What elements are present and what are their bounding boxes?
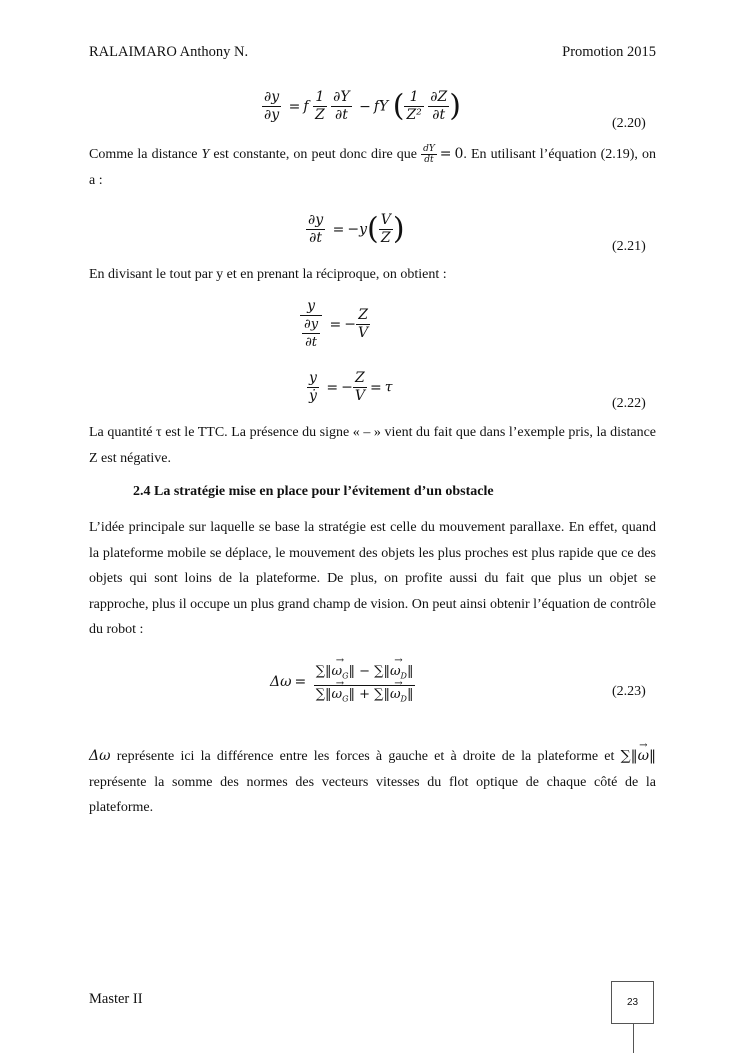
equation-number: (2.21) (612, 239, 646, 254)
paragraph-delta-omega: Δω représente ici la différence entre les forces à gauche et à droite de la plateforme et ∑‖ω →‖ représente la somme des normes des vecteurs vitesses du flot optique de chaque côté de la plateforme. (89, 744, 656, 821)
equation-2-20: $\frac{\partial y}{\partial y}$ = f $\frac{1}{Z}$ $\frac{\partial Y}{\partial t}$ − fY ( $\frac{1}{\text{Z²}}$ $\frac{\partial Z}{\partial t}$ ) (264, 88, 461, 124)
equation-number: (2.23) (612, 684, 646, 699)
equation-2-22: $\frac{y}{\text{ẏ}}$ = − $\frac{Z}{V}$ = τ (309, 370, 393, 404)
section-title: 2.4 La stratégie mise en place pour l’évitement d’un obstacle (133, 484, 494, 499)
page-number: 23 (611, 981, 654, 1024)
footer-label: Master II (89, 991, 143, 1007)
header-promotion: Promotion 2015 (562, 44, 656, 60)
paragraph-ttc: La quantité τ est le TTC. La présence du signe « – » vient du fait que dans l’exemple pris, la distance Z est négative. (89, 425, 656, 466)
equation-number: (2.20) (612, 116, 646, 131)
paragraph-reciprocal: En divisant le tout par y et en prenant la réciproque, on obtient : (89, 267, 447, 282)
equation-ratio: $\frac{y}{\frac{\partial y}{\partial t}}$ = − $\frac{Z}{V}$ (300, 298, 370, 351)
paragraph-distance: Comme la distance Y est constante, on peut donc dire que $\frac{dY}{dt}$ = 0. En utilisant l’équation (2.19), on a : (89, 143, 656, 188)
paragraph-strategy: L’idée principale sur laquelle se base la stratégie est celle du mouvement parallaxe. En effet, quand la plateforme mobile se déplace, le mouvement des objets les plus proches est plus rapide que ce des objets qui sont loins de la plateforme. De plus, on profite aussi du fait que plus un objet se rapproche, plus il occupe un plus grand champ de vision. On peut ainsi obtenir l’équation de contrôle du robot : (89, 520, 656, 637)
equation-number: (2.22) (612, 396, 646, 411)
page-number-line (633, 1024, 634, 1053)
header-author: RALAIMARO Anthony N. (89, 44, 249, 60)
equation-2-23: Δω = $\frac{\sum‖\omega_G \to‖ - \sum‖\omega_D \to‖}{\sum‖\omega_G \to‖ + \sum‖\omega_D \to‖}$ (270, 657, 415, 707)
equation-2-21: $\frac{\partial y}{\partial t}$ = −y( $\frac{V}{Z}$ ) (308, 211, 405, 247)
